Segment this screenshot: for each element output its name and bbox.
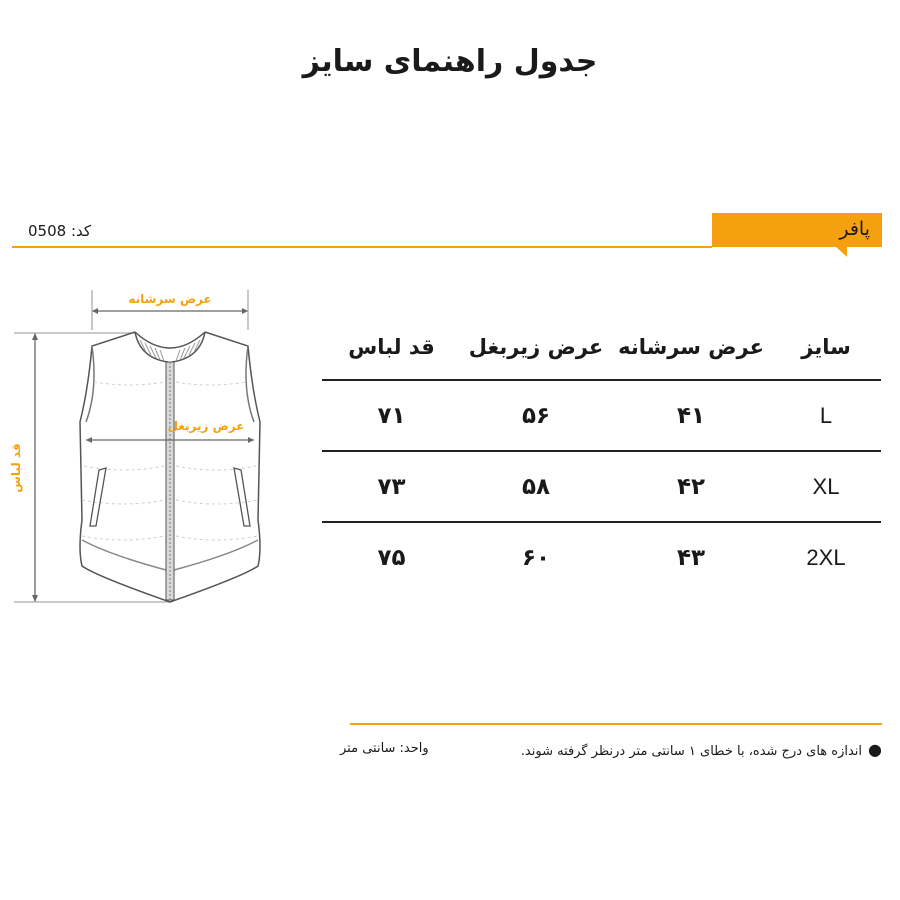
shoulder-label: عرض سرشانه: [128, 292, 212, 306]
vest-diagram: [0, 270, 320, 620]
zipper: [166, 362, 174, 600]
cell-length: ۷۵: [377, 545, 406, 571]
table-row: [322, 521, 881, 593]
cell-size: L: [819, 402, 833, 428]
table-row: [322, 379, 881, 450]
chest-label: عرض زیربغل: [167, 419, 245, 433]
cell-length: ۷۳: [377, 473, 406, 500]
cell-shoulder: ۴۳: [676, 545, 706, 571]
cell-chest: ۵۸: [521, 473, 551, 500]
product-name: پافر: [839, 218, 870, 240]
table-header: [322, 315, 881, 379]
cell-length: ۷۱: [377, 402, 406, 429]
cell-chest: ۵۶: [521, 402, 551, 429]
product-header-line: [12, 246, 712, 248]
header-shoulder: عرض سرشانه: [618, 335, 764, 359]
header-length: قد لباس: [348, 335, 435, 359]
product-code: کد: 0508: [28, 222, 92, 240]
footer-line: [350, 723, 882, 725]
cell-shoulder: ۴۱: [676, 402, 706, 429]
cell-size: XL: [812, 473, 840, 499]
bullet-icon: ●: [868, 740, 882, 759]
cell-size: 2XL: [806, 545, 846, 570]
footer-unit: واحد: سانتی متر: [340, 741, 429, 756]
page-title: جدول راهنمای سایز: [302, 44, 598, 79]
length-label: قد لباس: [9, 443, 23, 493]
header-chest: عرض زیربغل: [468, 335, 604, 359]
cell-chest: ۶۰: [521, 545, 551, 571]
size-table: [322, 315, 881, 593]
collar-ribbing: [140, 340, 200, 361]
product-tab-tail: [835, 246, 847, 257]
table-row: [322, 450, 881, 521]
footer-note: [521, 740, 882, 759]
header-size: سایز: [801, 335, 851, 359]
cell-shoulder: ۴۲: [676, 473, 706, 500]
footer-note-text: اندازه های درج شده، با خطای ۱ سانتی متر درنظر گرفته شوند.: [520, 744, 863, 759]
